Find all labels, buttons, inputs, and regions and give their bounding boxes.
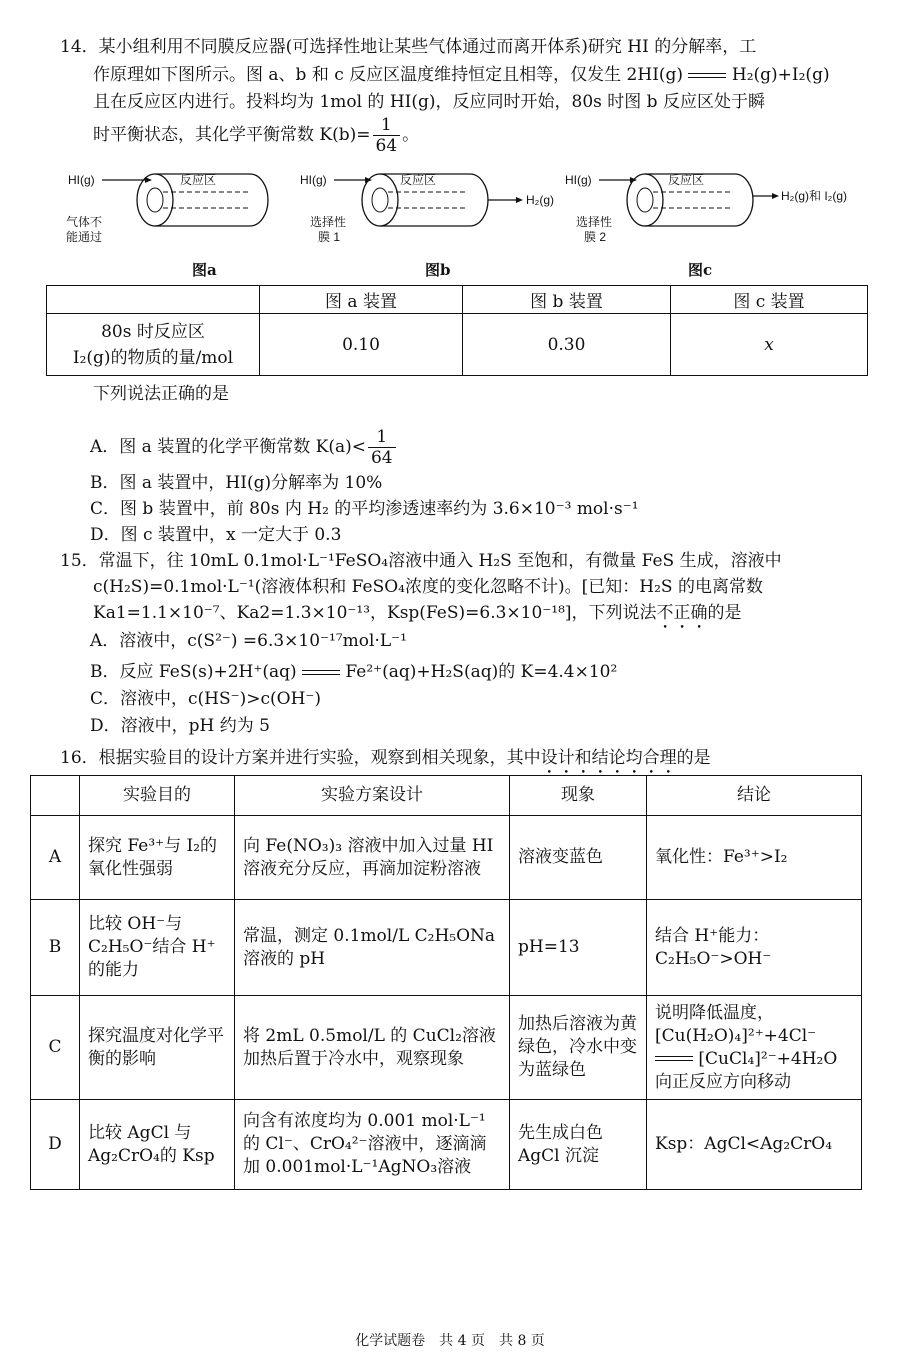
fig-b-input-label: HI(g) xyxy=(300,173,327,187)
row-d-purpose: 比较 AgCl 与 Ag₂CrO₄的 Ksp xyxy=(80,1100,235,1190)
row-b-design: 常温，测定 0.1mol/L C₂H₅ONa 溶液的 pH xyxy=(235,900,510,996)
fig-c-membrane2: 膜 2 xyxy=(584,230,607,244)
q14-option-d: D．图 c 装置中，x 一定大于 0.3 xyxy=(90,525,342,545)
row-a-purpose: 探究 Fe³⁺与 I₂的氧化性强弱 xyxy=(80,816,235,900)
table-header-c: 图 c 装置 xyxy=(671,286,868,314)
fig-b-membrane2: 膜 1 xyxy=(318,230,341,244)
q14-line3: 且在反应区内进行。投料均为 1mol 的 HI(g)，反应同时开始，80s 时图 b 反应区处于瞬 xyxy=(93,92,765,112)
fig-b-zone-label: 反应区 xyxy=(400,173,437,187)
row-c-phenomenon: 加热后溶液为黄绿色，冷水中变为蓝绿色 xyxy=(510,996,647,1100)
row-b-conclusion: 结合 H⁺能力：C₂H₅O⁻>OH⁻ xyxy=(647,900,862,996)
row-label-d: D xyxy=(31,1100,80,1190)
table-row-label: 80s 时反应区 I₂(g)的物质的量/mol xyxy=(47,314,260,376)
col-header-phenomenon: 现象 xyxy=(510,776,647,816)
col-header-purpose: 实验目的 xyxy=(80,776,235,816)
row-label-a: A xyxy=(31,816,80,900)
membrane-reactor-figures xyxy=(60,168,860,248)
q14-option-b: B．图 a 装置中，HI(g)分解率为 10% xyxy=(90,473,383,493)
fig-a-caption: 图a xyxy=(192,261,217,279)
fig-a-note2: 能通过 xyxy=(66,230,103,244)
q16-experiment-table xyxy=(30,775,862,1190)
table-row xyxy=(31,1100,862,1190)
q15-option-d: D．溶液中，pH 约为 5 xyxy=(90,716,270,736)
q15-line2: c(H₂S)=0.1mol·L⁻¹(溶液体积和 FeSO₄浓度的变化忽略不计)。[已知：H₂S 的电离常数 xyxy=(93,577,763,597)
q14-option-a: A．图 a 装置的化学平衡常数 K(a)< $\frac{1}{64}$ xyxy=(90,427,398,468)
q14-line4: 时平衡状态，其化学平衡常数 K(b)= $\frac{1}{64}$ 。 xyxy=(93,115,420,156)
q14-option-c: C．图 b 装置中，前 80s 内 H₂ 的平均渗透速率约为 3.6×10⁻³ mol·s⁻¹ xyxy=(90,499,639,519)
fig-c-caption: 图c xyxy=(688,261,713,279)
q15-option-c: C．溶液中，c(HS⁻)>c(OH⁻) xyxy=(90,689,322,709)
row-a-conclusion: 氧化性：Fe³⁺>I₂ xyxy=(647,816,862,900)
q14-data-table xyxy=(46,285,868,376)
col-header-empty xyxy=(31,776,80,816)
fig-c-output-label: H₂(g)和 I₂(g) xyxy=(781,189,847,203)
fig-a-zone-label: 反应区 xyxy=(180,173,217,187)
page-footer: 化学试题卷 共 4 页 共 8 页 xyxy=(355,1333,545,1349)
fig-b-output-label: H₂(g) xyxy=(526,193,554,207)
q14-line2: 作原理如下图所示。图 a、b 和 c 反应区温度维持恒定且相等，仅发生 2HI(g) H₂(g)+I₂(g) xyxy=(93,65,830,85)
table-cell-c: x xyxy=(671,314,868,376)
table-header-empty xyxy=(47,286,260,314)
q14-prompt: 下列说法正确的是 xyxy=(93,384,229,404)
equilibrium-arrow-icon xyxy=(688,71,726,81)
table-cell-b: 0.30 xyxy=(463,314,671,376)
row-a-design: 向 Fe(NO₃)₃ 溶液中加入过量 HI 溶液充分反应，再滴加淀粉溶液 xyxy=(235,816,510,900)
fig-b-caption: 图b xyxy=(425,261,451,279)
equilibrium-arrow-icon xyxy=(302,668,340,678)
row-b-purpose: 比较 OH⁻与 C₂H₅O⁻结合 H⁺的能力 xyxy=(80,900,235,996)
fraction-k-a: $\frac{1}{64}$ xyxy=(368,427,396,468)
q16-line1: 16．根据实验目的设计方案并进行实验，观察到相关现象，其中设计和结论均合理的是 xyxy=(60,748,711,768)
table-row xyxy=(31,816,862,900)
q15-line3: Ka1=1.1×10⁻⁷、Ka2=1.3×10⁻¹³，Ksp(FeS)=6.3×10⁻¹⁸]，下列说法不正确的是 xyxy=(93,603,742,623)
fig-c-input-label: HI(g) xyxy=(565,173,592,187)
row-c-purpose: 探究温度对化学平衡的影响 xyxy=(80,996,235,1100)
row-c-design: 将 2mL 0.5mol/L 的 CuCl₂溶液加热后置于冷水中，观察现象 xyxy=(235,996,510,1100)
table-row xyxy=(31,900,862,996)
q15-option-a: A．溶液中，c(S²⁻) =6.3×10⁻¹⁷mol·L⁻¹ xyxy=(90,631,407,651)
row-d-phenomenon: 先生成白色 AgCl 沉淀 xyxy=(510,1100,647,1190)
col-header-design: 实验方案设计 xyxy=(235,776,510,816)
table-cell-a: 0.10 xyxy=(260,314,463,376)
equilibrium-arrow-icon xyxy=(655,1054,693,1064)
q15-option-b: B．反应 FeS(s)+2H⁺(aq) Fe²⁺(aq)+H₂S(aq)的 K=4.4×10² xyxy=(90,662,618,682)
q14-line1: 14．某小组利用不同膜反应器(可选择性地让某些气体通过而离开体系)研究 HI 的分解率，工 xyxy=(60,37,757,57)
row-label-c: C xyxy=(31,996,80,1100)
row-b-phenomenon: pH=13 xyxy=(510,900,647,996)
row-d-conclusion: Ksp：AgCl<Ag₂CrO₄ xyxy=(647,1100,862,1190)
fig-a-input-label: HI(g) xyxy=(68,173,95,187)
fraction-k-b: $\frac{1}{64}$ xyxy=(373,115,401,156)
fig-c-membrane1: 选择性 xyxy=(576,215,613,229)
fig-a-note1: 气体不 xyxy=(66,215,103,229)
fig-c-zone-label: 反应区 xyxy=(668,173,705,187)
fig-b-membrane1: 选择性 xyxy=(310,215,347,229)
row-c-conclusion: 说明降低温度， [Cu(H₂O)₄]²⁺+4Cl⁻ [CuCl₄]²⁻+4H₂O 向正反应方向移动 xyxy=(647,996,862,1100)
col-header-conclusion: 结论 xyxy=(647,776,862,816)
table-header-b: 图 b 装置 xyxy=(463,286,671,314)
table-header-a: 图 a 装置 xyxy=(260,286,463,314)
row-a-phenomenon: 溶液变蓝色 xyxy=(510,816,647,900)
row-d-design: 向含有浓度均为 0.001 mol·L⁻¹的 Cl⁻、CrO₄²⁻溶液中，逐滴滴加 0.001mol·L⁻¹AgNO₃溶液 xyxy=(235,1100,510,1190)
table-row xyxy=(31,996,862,1100)
row-label-b: B xyxy=(31,900,80,996)
q15-line1: 15．常温下，往 10mL 0.1mol·L⁻¹FeSO₄溶液中通入 H₂S 至饱和，有微量 FeS 生成，溶液中 xyxy=(60,551,782,571)
